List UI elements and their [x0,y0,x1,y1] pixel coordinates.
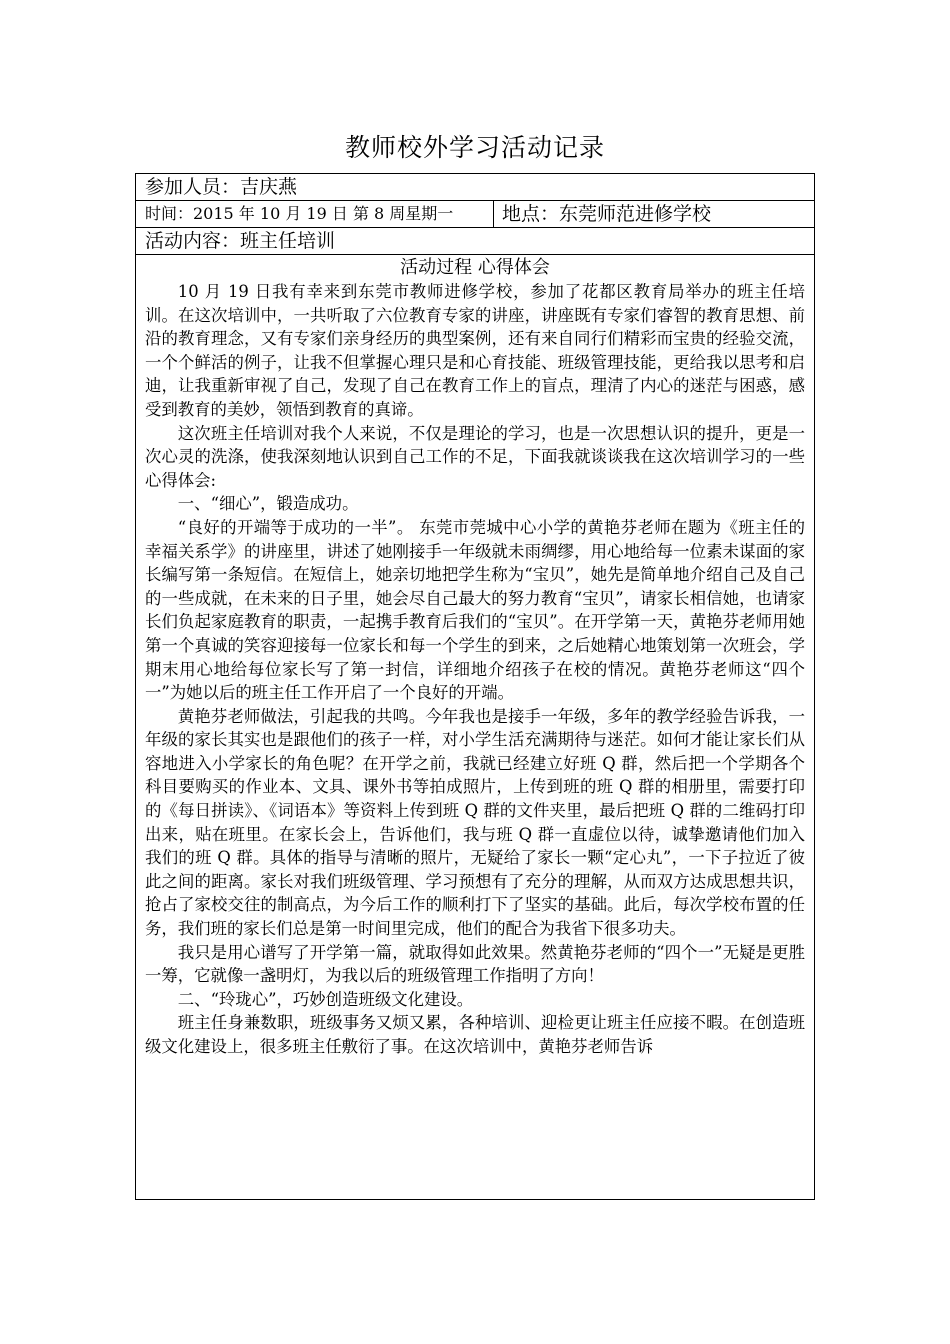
document-title: 教师校外学习活动记录 [344,133,605,162]
paragraph: 我只是用心谱写了开学第一篇，就取得如此效果。然黄艳芬老师的“四个一”无疑是更胜一筹，它就像一盏明灯，为我以后的班级管理工作指明了方向！ [145,942,805,986]
subheading: 二、“玲珑心”，巧妙创造班级文化建设。 [177,989,474,1009]
activity-record-form [135,173,815,1200]
time-cell: 时间：2015 年 10 月 19 日 第 8 周星期一 [136,201,494,227]
section-heading: 活动过程 心得体会 [400,257,550,278]
participants-row: 参加人员：吉庆燕 [136,174,814,201]
paragraph: 黄艳芬老师做法，引起我的共鸣。今年我也是接手一年级，多年的教学经验告诉我，一年级的家长其实也是跟他们的孩子一样，对小学生活充满期待与迷茫。如何才能让家长们从容地进入小学家长的角色呢？在开学之前，我就已经建立好班 Q 群，然后把一个学期各个科目要购买的作业本、文具、课外书等拍成照片，上传到班的班 Q 群的相册里，需要打印的《每日拼读》、《词语本》等资料上传到班 Q 群的文件夹里，最后把班 Q 群的二维码打印出来，贴在班里。在家长会上，告诉他们，我与班 Q 群一直虚位以待，诚挚邀请他们加入我们的班 Q 群。具体的指导与清晰的照片，无疑给了家长一颗“定心丸”，一下子拉近了彼此之间的距离。家长对我们班级管理、学习预想有了充分的理解，从而双方达成思想共识，抢占了家校交往的制高点，为今后工作的顺利打下了坚实的基础。此后，每次学校布置的任务，我们班的家长们总是第一时间里完成，他们的配合为我省下很多功夫。 [145,706,805,939]
location-cell: 地点：东莞师范进修学校 [502,203,712,225]
paragraph: 班主任身兼数职，班级事务又烦又累，各种培训、迎检更让班主任应接不暇。在创造班级文化建设上，很多班主任敷衍了事。在这次培训中，黄艳芬老师告诉 [145,1013,805,1056]
paragraph: 10 月 19 日我有幸来到东莞市教师进修学校，参加了花都区教育局举办的班主任培训。在这次培训中，一共听取了六位教育专家的讲座，讲座既有专家们睿智的教育思想、前沿的教育理念，又有专家们亲身经历的典型案例，还有来自同行们精彩而宝贵的经验交流，一个个鲜活的例子，让我不但掌握心理只是和心育技能、班级管理技能，更给我以思考和启迪，让我重新审视了自己，发现了自己在教育工作上的盲点，理清了内心的迷茫与困惑，感受到教育的美妙，领悟到教育的真谛。 [145,282,805,419]
subheading: 一、“细心”，锻造成功。 [177,494,359,514]
content-row: 活动内容：班主任培训 [136,228,814,255]
paragraph: 这次班主任培训对我个人来说，不仅是理论的学习，也是一次思想认识的提升，更是一次心灵的洗涤，使我深刻地认识到自己工作的不足，下面我就谈谈我在这次培训学习的一些心得体会: [145,423,805,490]
time-location-row [136,201,814,228]
record-body [136,256,814,1059]
paragraph: “良好的开端等于成功的一半”。 东莞市莞城中心小学的黄艳芬老师在题为《班主任的幸福关系学》的讲座里，讲述了她刚接手一年级就未雨绸缪，用心地给每一位素未谋面的家长编写第一条短信。在短信上，她亲切地把学生称为“宝贝”，她先是简单地介绍自己及自己的一些成就，在未来的日子里，她会尽自己最大的努力教育“宝贝”，请家长相信她，也请家长们负起家庭教育的职责，一起携手教育后我们的“宝贝”。在开学第一天，黄艳芬老师用她第一个真诚的笑容迎接每一位家长和每一个学生的到来，之后她精心地策划第一次班会，学期末用心地给每位家长写了第一封信，详细地介绍孩子在校的情况。黄艳芬老师这“四个一”为她以后的班主任工作开启了一个良好的开端。 [145,517,805,703]
